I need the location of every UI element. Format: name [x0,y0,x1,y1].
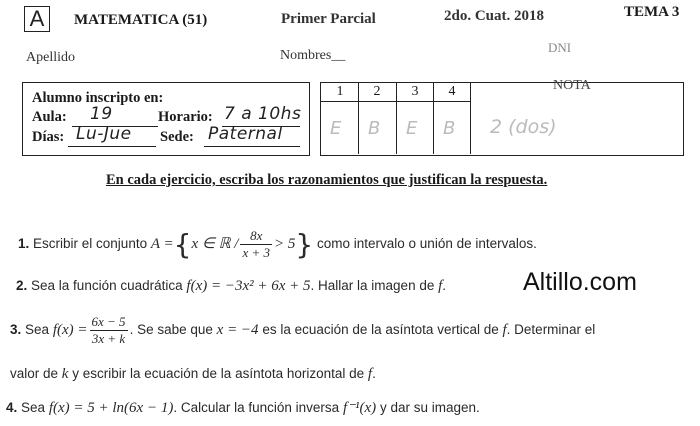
exercise-3-line2-a: valor de [10,366,59,381]
nombres-label: Nombres__ [280,48,346,63]
exercise-3-line-2 [10,366,376,383]
apellido-label: Apellido [26,50,75,65]
exercise-2-text: Sea la función cuadrática [31,278,183,293]
inscripto-label: Alumno inscripto en: [32,90,164,106]
exercise-1-set-lhs: A = [150,236,174,253]
exercise-3 [10,314,595,347]
exercise-4-inverse: f⁻¹(x) [342,400,377,416]
horario-value: 7 a 10hs [224,104,302,124]
exercise-3-text-end: . Determinar el [506,322,596,338]
exercise-2-formula: f(x) = −3x² + 6x + 5 [186,278,311,294]
exercise-2-f: f [438,278,443,294]
watermark: Altillo.com [523,268,637,296]
nota-value: 2 (dos) [490,116,557,138]
instructions: En cada ejercicio, escriba los razonamientos que justifican la respuesta. [106,172,548,188]
grade-mark-3: E [406,118,418,139]
exercise-3-text: Sea [25,322,50,338]
grade-mark-2: B [368,118,381,139]
grade-col-2: 2 [373,84,381,99]
exercise-4-text-mid: . Calcular la función inversa [173,400,340,415]
exercise-3-fraction [90,314,128,347]
exercise-1-set-cond: x ∈ ℝ / [191,236,239,253]
dni-label: DNI [548,40,572,55]
exercise-4-formula: f(x) = 5 + ln(6x − 1) [48,400,174,416]
exercise-2-number: 2. [16,278,28,293]
exercise-1-denominator: x + 3 [242,245,271,260]
subject-title: MATEMATICA (51) [74,12,208,28]
exercise-3-number: 3. [10,322,22,338]
exercise-4-number: 4. [6,400,18,415]
exercise-1-fraction [240,228,272,261]
exercise-3-text-mid: . Se sabe que [129,322,213,338]
exercise-1 [18,228,537,261]
exercise-1-inequality: > 5 [274,236,296,253]
exercise-3-asymptote: x = −4 [216,322,259,339]
exercise-2-text-after: . Hallar la imagen de [310,278,435,293]
exercise-3-numerator: 6x − 5 [91,314,126,329]
dias-value: Lu-Jue [76,124,132,144]
exercise-2-dot: . [442,278,447,293]
exercise-3-k: k [61,366,69,382]
exam-title: Primer Parcial [281,11,376,27]
exercise-3-dot: . [372,366,376,381]
aula-value: 19 [90,104,113,124]
exercise-3-text-mid2: es la ecuación de la asíntota vertical de [262,322,499,338]
grade-col-divider [433,82,434,154]
grade-col-4: 4 [448,84,456,99]
dias-underline [68,146,156,147]
dias-label: Días: [32,129,65,145]
sede-value: Paternal [208,124,283,144]
sede-underline [204,146,300,147]
period-label: 2do. Cuat. 2018 [444,8,545,24]
exercise-3-fx: f(x) = [52,322,88,339]
exercise-4-text: Sea [21,400,46,415]
right-brace: } [295,228,314,261]
grade-col-divider [396,82,397,154]
exercise-4 [6,398,480,417]
tema-label: TEMA 3 [624,4,680,20]
exercise-3-f2: f [367,366,373,382]
exercise-3-f: f [502,322,507,339]
aula-label: Aula: [32,109,67,125]
left-brace: { [173,228,192,261]
grade-header-divider [320,101,470,102]
exercise-2 [16,278,446,295]
grade-col-divider [358,82,359,154]
exercise-1-text: Escribir el conjunto [33,236,148,252]
sede-label: Sede: [160,129,194,145]
exercise-1-number: 1. [18,236,30,252]
exercise-1-text-after: como intervalo o unión de intervalos. [317,236,537,252]
grade-mark-1: E [330,118,342,139]
exercise-1-numerator: 8x [240,228,272,245]
grade-col-divider [470,82,471,154]
grade-col-3: 3 [411,84,419,99]
grade-mark-4: B [443,118,456,139]
exercise-3-denominator: 3x + k [91,331,126,346]
nota-label: NOTA [553,78,591,93]
tema-letter-box: A [24,6,50,32]
exercise-4-text-after: y dar su imagen. [379,400,480,415]
exercise-3-line2-b: y escribir la ecuación de la asíntota horizontal de [72,366,365,381]
grade-col-1: 1 [336,84,344,99]
horario-label: Horario: [158,109,213,125]
